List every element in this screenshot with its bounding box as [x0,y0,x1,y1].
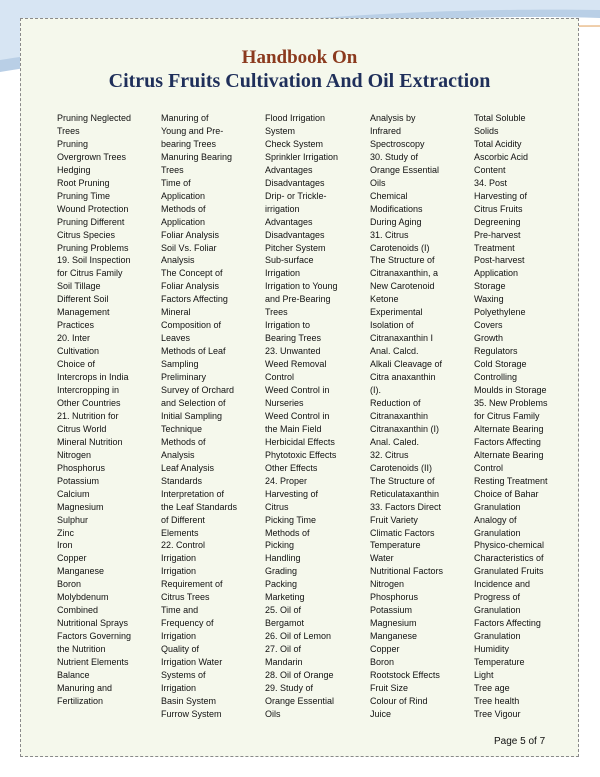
contents-line: Irrigation [161,566,197,577]
contents-line: Irrigation [161,553,197,564]
contents-line: Experimental [370,307,423,318]
contents-line: Solids [474,125,499,136]
contents-line: Drip- or Trickle- [265,190,327,201]
contents-line: Trees [265,307,288,318]
contents-line: Quality of [161,644,200,655]
contents-line: Composition of [161,320,222,331]
contents-line: Citra anaxanthin [370,372,436,383]
contents-line: Factors Affecting [474,618,541,629]
contents-column-5 [474,112,578,721]
contents-line: Granulation [474,501,521,512]
contents-line: Carotenoids (I) [370,242,430,253]
contents-line: Methods of [265,527,310,538]
contents-line: Fruit Size [370,682,409,693]
contents-line: Pitcher System [265,242,326,253]
contents-line: Copper [370,644,400,655]
contents-line: Interpretation of [161,488,225,499]
contents-line: 25. Oil of [265,605,302,616]
contents-line: Irrigation [161,682,197,693]
contents-line: Total Acidity [474,138,522,149]
contents-line: Nutrient Elements [57,657,129,668]
contents-line: Granulation [474,605,521,616]
contents-line: Young and Pre- [161,125,224,136]
contents-line: Irrigation [265,268,301,279]
contents-line: Irrigation to Young [265,281,338,292]
contents-line: Nurseries [265,397,304,408]
contents-line: 28. Oil of Orange [265,669,334,680]
contents-line: Pruning [57,138,89,149]
contents-line: Copper [57,553,87,564]
contents-line: Mineral [161,307,191,318]
contents-line: Covers [474,320,503,331]
contents-line: Oils [370,177,386,188]
contents-line: 35. New Problems [474,397,548,408]
contents-line: Weed Control in [265,410,330,421]
contents-line: Frequency of [161,618,214,629]
contents-line: Control [474,462,504,473]
contents-line: Methods of [161,436,206,447]
contents-line: Citranaxanthin (I) [370,423,440,434]
contents-line: Citrus Trees [161,592,210,603]
contents-line: 31. Citrus [370,229,409,240]
contents-line: Technique [161,423,203,434]
contents-line: Isolation of [370,320,414,331]
contents-column-3 [265,112,369,721]
contents-line: Physico-chemical [474,540,545,551]
contents-line: Elements [161,527,199,538]
contents-line: 27. Oil of [265,644,302,655]
contents-line: Boron [370,657,395,668]
contents-line: Pruning Time [57,190,111,201]
contents-line: Degreening [474,216,521,227]
contents-line: Other Countries [57,397,121,408]
contents-line: Tree Vigour [474,708,521,719]
contents-line: The Structure of [370,255,435,266]
contents-line: Leaves [161,333,191,344]
title-main: Citrus Fruits Cultivation And Oil Extraction [108,70,491,92]
contents-line: Nutritional Factors [370,566,444,577]
contents-line: Juice [370,708,392,719]
contents-line: 34. Post [474,177,508,188]
title-handbook-on: Handbook On [241,47,358,68]
contents-line: Manuring and [57,682,113,693]
contents-line: Water [370,553,394,564]
contents-line: Basin System [161,695,217,706]
contents-line: Weed Control in [265,385,330,396]
contents-line: Soil Vs. Foliar [161,242,217,253]
contents-line: Colour of Rind [370,695,428,706]
contents-line: Herbicidal Effects [265,436,335,447]
contents-line: Alternate Bearing [474,423,544,434]
contents-line: Calcium [57,488,90,499]
contents-line: Root Pruning [57,177,110,188]
contents-line: Zinc [57,527,75,538]
contents-line: Granulation [474,527,521,538]
contents-line: Harvesting of [474,190,528,201]
contents-line: During Aging [370,216,422,227]
contents-line: 23. Unwanted [265,346,321,357]
contents-line: the Leaf Standards [161,501,238,512]
contents-line: Total Soluble [474,113,526,123]
contents-line: Waxing [474,294,504,305]
contents-line: Irrigation Water [161,657,223,668]
contents-line: 19. Soil Inspection [57,255,131,266]
contents-line: Moulds in Storage [474,385,547,396]
contents-line: Factors Affecting [474,436,541,447]
contents-line: Potassium [57,475,100,486]
contents-line: Orange Essential [370,164,440,175]
contents-line: Trees [57,125,80,136]
contents-line: for Citrus Family [57,268,123,279]
contents-line: Foliar Analysis [161,229,220,240]
contents-line: Intercropping in [57,385,120,396]
contents-line: Ketone [370,294,399,305]
contents-line: Sub-surface [265,255,314,266]
contents-line: irrigation [265,203,300,214]
contents-line: Citranaxanthin I [370,333,434,344]
contents-line: Boron [57,579,82,590]
contents-line: Harvesting of [265,488,319,499]
contents-line: Handling [265,553,301,564]
contents-line: Different Soil [57,294,109,305]
contents-line: Systems of [161,669,206,680]
contents-line: 21. Nutrition for [57,410,119,421]
contents-line: bearing Trees [161,138,217,149]
contents-line: Regulators [474,346,518,357]
contents-line: 26. Oil of Lemon [265,631,332,642]
contents-line: Advantages [265,216,313,227]
contents-line: Tree health [474,695,520,706]
contents-line: Alkali Cleavage of [370,359,443,370]
contents-line: Characteristics of [474,553,544,564]
contents-line: Initial Sampling [161,410,223,421]
contents-line: Phosphorus [370,592,419,603]
contents-line: Irrigation to [265,320,311,331]
page-title [20,47,579,93]
contents-line: Ascorbic Acid [474,151,529,162]
contents-line: 30. Study of [370,151,419,162]
contents-line: Reticulataxanthin [370,488,440,499]
contents-line: Citrus Species [57,229,116,240]
contents-line: Bearing Trees [265,333,322,344]
contents-line: Granulation [474,631,521,642]
contents-line: Furrow System [161,708,222,719]
contents-line: Mandarin [265,657,303,668]
contents-line: Orange Essential [265,695,335,706]
contents-line: Practices [57,320,95,331]
contents-line: of Different [161,514,205,525]
contents-line: Overgrown Trees [57,151,127,162]
contents-line: Treatment [474,242,515,253]
contents-line: Pruning Different [57,216,125,227]
contents-line: Pruning Problems [57,242,129,253]
contents-line: Bergamot [265,618,305,629]
contents-line: Spectroscopy [370,138,425,149]
contents-line: Magnesium [370,618,417,629]
contents-line: Molybdenum [57,592,109,603]
contents-line: Growth [474,333,504,344]
contents-line: Phytotoxic Effects [265,449,337,460]
contents-line: Soil Tillage [57,281,101,292]
contents-line: Reduction of [370,397,421,408]
contents-line: Pre-harvest [474,229,521,240]
contents-line: Rootstock Effects [370,669,440,680]
contents-line: Manganese [57,566,105,577]
contents-line: Resting Treatment [474,475,548,486]
contents-line: Disadvantages [265,229,325,240]
contents-line: Management [57,307,110,318]
contents-line: Application [474,268,519,279]
contents-line: Requirement of [161,579,223,590]
contents-line: Infrared [370,125,402,136]
contents-line: Citrus World [57,423,107,434]
contents-columns [57,112,577,724]
contents-line: Packing [265,579,298,590]
contents-line: Sampling [161,359,199,370]
contents-line: Anal. Calcd. [370,346,419,357]
contents-line: Trees [161,164,184,175]
contents-line: Picking [265,540,295,551]
contents-line: Oils [265,708,281,719]
contents-line: Sulphur [57,514,89,525]
contents-column-4 [370,112,474,721]
contents-line: the Main Field [265,423,322,434]
contents-line: Advantages [265,164,313,175]
contents-line: 32. Citrus [370,449,409,460]
contents-line: Wound Protection [57,203,129,214]
contents-line: Leaf Analysis [161,462,215,473]
contents-line: 22. Control [161,540,206,551]
contents-line: Weed Removal [265,359,327,370]
contents-line: and Selection of [161,397,226,408]
contents-line: Alternate Bearing [474,449,544,460]
contents-line: Fruit Variety [370,514,418,525]
contents-line: Modifications [370,203,423,214]
contents-line: Fertilization [57,695,104,706]
contents-line: Citranaxanthin [370,410,429,421]
contents-line: Pruning Neglected [57,113,132,123]
contents-line: Choice of [57,359,96,370]
contents-line: Citranaxanthin, a [370,268,439,279]
contents-column-1 [57,112,161,708]
contents-line: Analysis by [370,113,416,123]
contents-line: Survey of Orchard [161,385,235,396]
contents-line: Progress of [474,592,521,603]
contents-line: Temperature [474,657,525,668]
contents-line: Time of [161,177,191,188]
contents-line: Check System [265,138,324,149]
contents-line: Marketing [265,592,305,603]
contents-line: Picking Time [265,514,317,525]
contents-line: Grading [265,566,298,577]
contents-line: Cold Storage [474,359,527,370]
contents-line: The Structure of [370,475,435,486]
contents-line: Irrigation [161,631,197,642]
contents-line: Granulated Fruits [474,566,544,577]
contents-line: the Nutrition [57,644,106,655]
contents-line: for Citrus Family [474,410,540,421]
contents-line: Analogy of [474,514,517,525]
contents-line: Standards [161,475,203,486]
contents-line: Carotenoids (II) [370,462,433,473]
contents-line: Citrus Fruits [474,203,523,214]
contents-line: (I). [370,385,381,396]
contents-line: Climatic Factors [370,527,435,538]
contents-line: System [265,125,296,136]
contents-line: Chemical [370,190,408,201]
contents-line: Balance [57,669,90,680]
contents-line: Anal. Caled. [370,436,420,447]
contents-line: Phosphorus [57,462,106,473]
contents-line: Hedging [57,164,91,175]
contents-line: The Concept of [161,268,223,279]
contents-line: Cultivation [57,346,100,357]
contents-line: 29. Study of [265,682,314,693]
contents-line: Analysis [161,449,195,460]
contents-line: Manuring of [161,113,209,123]
contents-line: Post-harvest [474,255,525,266]
contents-line: and Pre-Bearing [265,294,331,305]
page-number: Page 5 of 7 [494,736,546,747]
contents-line: Temperature [370,540,421,551]
contents-line: Nitrogen [370,579,405,590]
contents-line: New Carotenoid [370,281,435,292]
contents-line: Nutritional Sprays [57,618,129,629]
contents-line: Storage [474,281,506,292]
contents-line: Intercrops in India [57,372,129,383]
contents-line: Time and [161,605,199,616]
contents-line: Magnesium [57,501,104,512]
contents-line: Mineral Nutrition [57,436,123,447]
contents-line: Light [474,669,494,680]
contents-line: Flood Irrigation [265,113,326,123]
contents-column-2 [161,112,265,721]
contents-line: Control [265,372,295,383]
contents-line: Content [474,164,506,175]
contents-line: 33. Factors Direct [370,501,442,512]
contents-line: Methods of Leaf [161,346,226,357]
contents-line: Controlling [474,372,518,383]
contents-line: Potassium [370,605,413,616]
contents-line: 20. Inter [57,333,91,344]
contents-line: Factors Governing [57,631,132,642]
contents-line: Methods of [161,203,206,214]
contents-line: Other Effects [265,462,318,473]
contents-line: Tree age [474,682,510,693]
contents-line: Polyethylene [474,307,526,318]
contents-line: Humidity [474,644,510,655]
contents-line: Application [161,216,206,227]
contents-line: Nitrogen [57,449,92,460]
contents-line: Preliminary [161,372,207,383]
contents-line: Application [161,190,206,201]
contents-line: Incidence and [474,579,531,590]
contents-line: Iron [57,540,73,551]
contents-line: Disadvantages [265,177,325,188]
contents-line: Foliar Analysis [161,281,220,292]
contents-line: 24. Proper [265,475,308,486]
contents-line: Manganese [370,631,418,642]
contents-line: Citrus [265,501,289,512]
contents-line: Analysis [161,255,195,266]
contents-line: Combined [57,605,99,616]
contents-line: Factors Affecting [161,294,228,305]
contents-line: Manuring Bearing [161,151,233,162]
contents-line: Choice of Bahar [474,488,539,499]
contents-line: Sprinkler Irrigation [265,151,339,162]
